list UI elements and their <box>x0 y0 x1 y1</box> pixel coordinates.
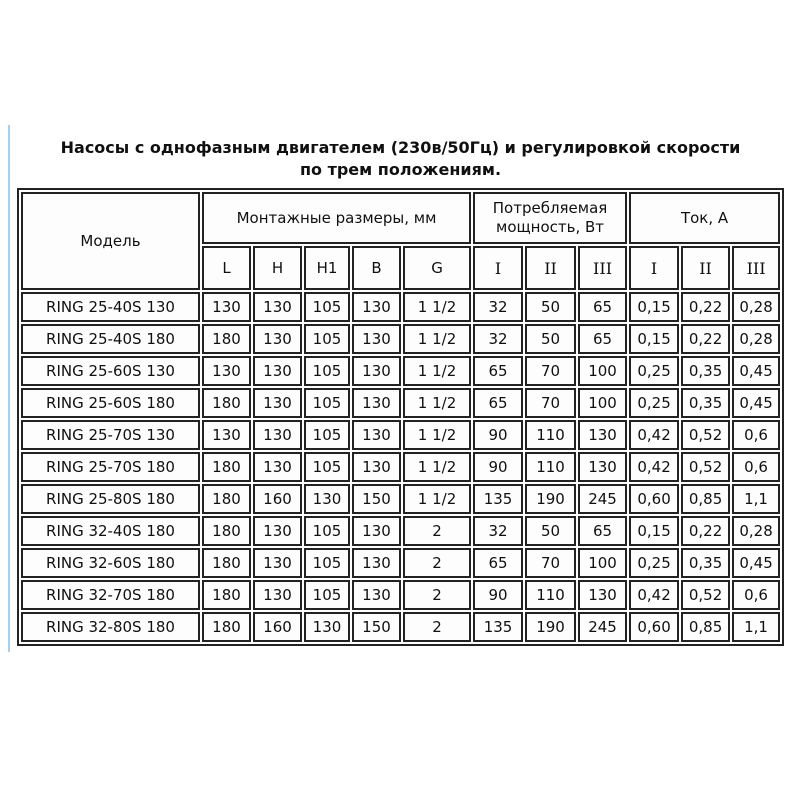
left-accent-line <box>8 125 10 652</box>
column-header-current-I: I <box>629 246 679 290</box>
model-cell: RING 25-40S 180 <box>21 324 200 354</box>
value-cell: 0,52 <box>681 580 730 610</box>
value-cell: 90 <box>473 452 523 482</box>
value-cell: 0,35 <box>681 548 730 578</box>
value-cell: 0,45 <box>732 388 780 418</box>
value-cell: 130 <box>202 292 251 322</box>
value-cell: 32 <box>473 292 523 322</box>
table-row <box>21 612 780 642</box>
value-cell: 135 <box>473 484 523 514</box>
value-cell: 180 <box>202 484 251 514</box>
value-cell: 1 1/2 <box>403 356 471 386</box>
model-cell: RING 32-80S 180 <box>21 612 200 642</box>
value-cell: 0,28 <box>732 292 780 322</box>
table-row <box>21 548 780 578</box>
value-cell: 70 <box>525 388 576 418</box>
value-cell: 105 <box>304 516 350 546</box>
page-title-line1: Насосы с однофазным двигателем (230в/50Гц) и регулировкой скорости <box>60 138 741 157</box>
value-cell: 130 <box>253 548 302 578</box>
table-row <box>21 356 780 386</box>
value-cell: 65 <box>578 516 627 546</box>
page-title-line2: по трем положениям. <box>299 160 502 179</box>
value-cell: 0,52 <box>681 420 730 450</box>
value-cell: 130 <box>253 324 302 354</box>
table-row <box>21 452 780 482</box>
value-cell: 65 <box>473 356 523 386</box>
model-cell: RING 25-70S 130 <box>21 420 200 450</box>
model-cell: RING 32-40S 180 <box>21 516 200 546</box>
value-cell: 2 <box>403 580 471 610</box>
value-cell: 130 <box>352 356 401 386</box>
value-cell: 0,28 <box>732 516 780 546</box>
value-cell: 180 <box>202 324 251 354</box>
value-cell: 110 <box>525 580 576 610</box>
value-cell: 180 <box>202 516 251 546</box>
value-cell: 65 <box>578 324 627 354</box>
value-cell: 130 <box>202 356 251 386</box>
column-header-power-III: III <box>578 246 627 290</box>
value-cell: 105 <box>304 420 350 450</box>
value-cell: 160 <box>253 612 302 642</box>
value-cell: 105 <box>304 548 350 578</box>
group-header-current: Ток, А <box>629 192 780 244</box>
value-cell: 135 <box>473 612 523 642</box>
value-cell: 130 <box>253 292 302 322</box>
value-cell: 1 1/2 <box>403 420 471 450</box>
model-cell: RING 25-60S 180 <box>21 388 200 418</box>
value-cell: 130 <box>352 388 401 418</box>
value-cell: 150 <box>352 484 401 514</box>
value-cell: 130 <box>352 580 401 610</box>
value-cell: 105 <box>304 388 350 418</box>
value-cell: 2 <box>403 612 471 642</box>
value-cell: 0,6 <box>732 420 780 450</box>
value-cell: 70 <box>525 548 576 578</box>
value-cell: 1,1 <box>732 484 780 514</box>
value-cell: 1 1/2 <box>403 292 471 322</box>
value-cell: 105 <box>304 292 350 322</box>
value-cell: 90 <box>473 420 523 450</box>
value-cell: 130 <box>578 420 627 450</box>
value-cell: 160 <box>253 484 302 514</box>
value-cell: 2 <box>403 548 471 578</box>
value-cell: 180 <box>202 580 251 610</box>
table-body <box>21 292 780 642</box>
value-cell: 130 <box>352 420 401 450</box>
table-row <box>21 516 780 546</box>
group-header-mounting-dimensions: Монтажные размеры, мм <box>202 192 471 244</box>
value-cell: 0,42 <box>629 580 679 610</box>
value-cell: 130 <box>352 324 401 354</box>
value-cell: 0,45 <box>732 356 780 386</box>
value-cell: 130 <box>352 452 401 482</box>
column-header-H1: H1 <box>304 246 350 290</box>
column-header-L: L <box>202 246 251 290</box>
model-cell: RING 25-80S 180 <box>21 484 200 514</box>
value-cell: 0,25 <box>629 548 679 578</box>
value-cell: 0,85 <box>681 612 730 642</box>
value-cell: 130 <box>352 548 401 578</box>
value-cell: 0,22 <box>681 516 730 546</box>
value-cell: 130 <box>202 420 251 450</box>
value-cell: 1 1/2 <box>403 388 471 418</box>
value-cell: 100 <box>578 356 627 386</box>
value-cell: 0,22 <box>681 292 730 322</box>
table-row <box>21 484 780 514</box>
value-cell: 0,22 <box>681 324 730 354</box>
value-cell: 50 <box>525 292 576 322</box>
value-cell: 65 <box>473 548 523 578</box>
model-cell: RING 32-60S 180 <box>21 548 200 578</box>
value-cell: 0,60 <box>629 612 679 642</box>
value-cell: 0,15 <box>629 324 679 354</box>
value-cell: 0,15 <box>629 516 679 546</box>
value-cell: 180 <box>202 388 251 418</box>
value-cell: 150 <box>352 612 401 642</box>
column-header-power-II: II <box>525 246 576 290</box>
model-cell: RING 25-40S 130 <box>21 292 200 322</box>
value-cell: 65 <box>473 388 523 418</box>
value-cell: 0,35 <box>681 356 730 386</box>
header-group-row <box>21 192 780 244</box>
value-cell: 100 <box>578 388 627 418</box>
value-cell: 0,85 <box>681 484 730 514</box>
value-cell: 130 <box>253 420 302 450</box>
value-cell: 0,35 <box>681 388 730 418</box>
value-cell: 130 <box>253 580 302 610</box>
value-cell: 105 <box>304 452 350 482</box>
value-cell: 110 <box>525 420 576 450</box>
table-row <box>21 324 780 354</box>
value-cell: 100 <box>578 548 627 578</box>
table-row <box>21 420 780 450</box>
value-cell: 1 1/2 <box>403 484 471 514</box>
value-cell: 130 <box>253 356 302 386</box>
value-cell: 130 <box>578 580 627 610</box>
column-header-H: H <box>253 246 302 290</box>
value-cell: 90 <box>473 580 523 610</box>
page-title <box>17 137 784 181</box>
value-cell: 180 <box>202 612 251 642</box>
model-cell: RING 25-60S 130 <box>21 356 200 386</box>
table-row <box>21 580 780 610</box>
value-cell: 130 <box>253 388 302 418</box>
column-header-B: B <box>352 246 401 290</box>
value-cell: 105 <box>304 580 350 610</box>
value-cell: 70 <box>525 356 576 386</box>
value-cell: 245 <box>578 484 627 514</box>
value-cell: 0,6 <box>732 580 780 610</box>
value-cell: 0,6 <box>732 452 780 482</box>
value-cell: 0,60 <box>629 484 679 514</box>
value-cell: 0,15 <box>629 292 679 322</box>
value-cell: 0,25 <box>629 388 679 418</box>
value-cell: 130 <box>253 516 302 546</box>
value-cell: 130 <box>352 292 401 322</box>
value-cell: 0,25 <box>629 356 679 386</box>
model-cell: RING 32-70S 180 <box>21 580 200 610</box>
column-header-model: Модель <box>21 192 200 290</box>
value-cell: 65 <box>578 292 627 322</box>
value-cell: 0,42 <box>629 452 679 482</box>
value-cell: 0,28 <box>732 324 780 354</box>
column-header-G: G <box>403 246 471 290</box>
value-cell: 1,1 <box>732 612 780 642</box>
group-header-power-consumption: Потребляемая мощность, Вт <box>473 192 627 244</box>
value-cell: 0,52 <box>681 452 730 482</box>
value-cell: 130 <box>352 516 401 546</box>
value-cell: 105 <box>304 324 350 354</box>
value-cell: 130 <box>304 612 350 642</box>
value-cell: 2 <box>403 516 471 546</box>
value-cell: 1 1/2 <box>403 452 471 482</box>
value-cell: 190 <box>525 612 576 642</box>
column-header-power-I: I <box>473 246 523 290</box>
value-cell: 32 <box>473 516 523 546</box>
value-cell: 130 <box>304 484 350 514</box>
value-cell: 110 <box>525 452 576 482</box>
column-header-current-II: II <box>681 246 730 290</box>
pump-spec-table <box>17 188 784 646</box>
model-cell: RING 25-70S 180 <box>21 452 200 482</box>
value-cell: 190 <box>525 484 576 514</box>
table-header <box>21 192 780 290</box>
value-cell: 245 <box>578 612 627 642</box>
value-cell: 130 <box>578 452 627 482</box>
table-row <box>21 292 780 322</box>
value-cell: 50 <box>525 324 576 354</box>
value-cell: 32 <box>473 324 523 354</box>
table-row <box>21 388 780 418</box>
value-cell: 105 <box>304 356 350 386</box>
value-cell: 180 <box>202 452 251 482</box>
value-cell: 50 <box>525 516 576 546</box>
value-cell: 130 <box>253 452 302 482</box>
column-header-current-III: III <box>732 246 780 290</box>
value-cell: 0,42 <box>629 420 679 450</box>
value-cell: 1 1/2 <box>403 324 471 354</box>
value-cell: 0,45 <box>732 548 780 578</box>
value-cell: 180 <box>202 548 251 578</box>
